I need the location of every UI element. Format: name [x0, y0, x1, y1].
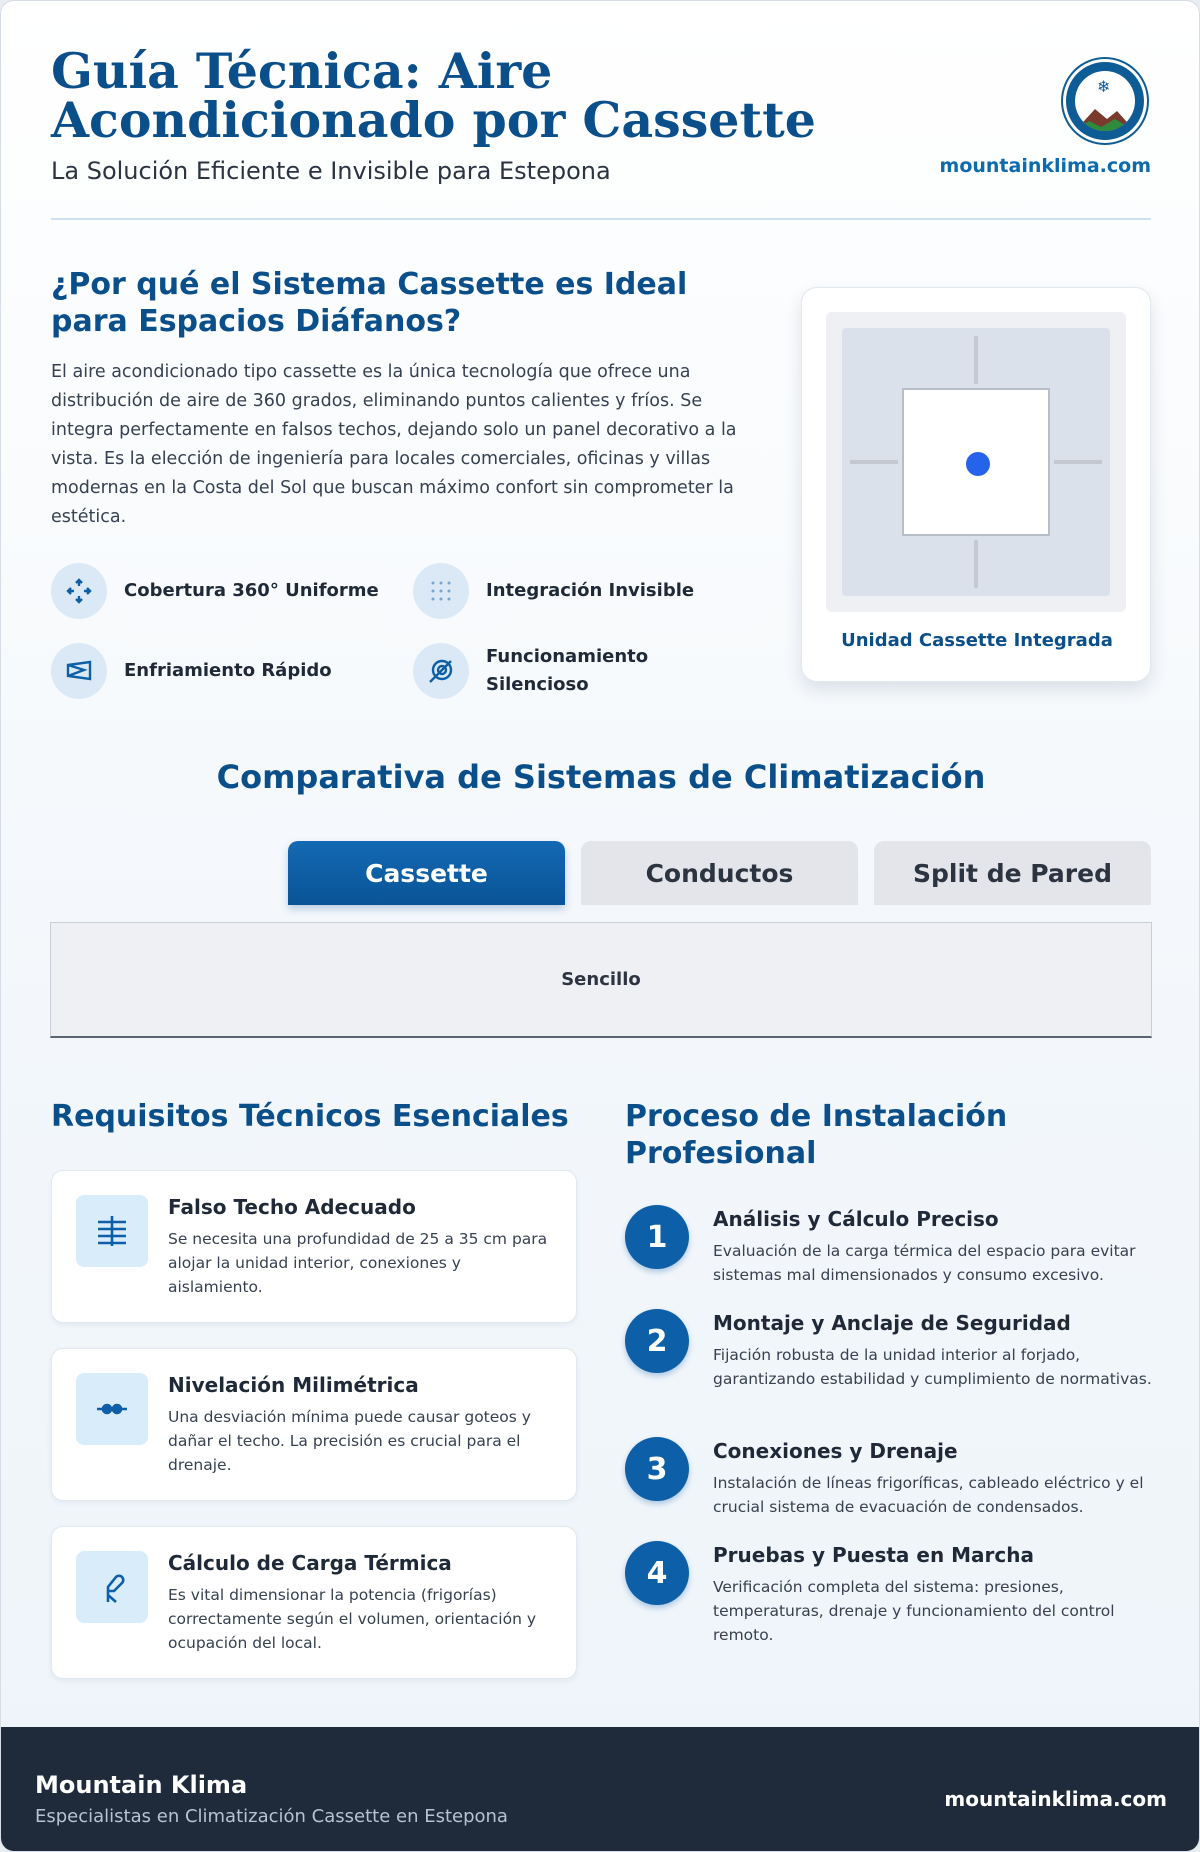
requirement-heading: Nivelación Milimétrica: [168, 1373, 419, 1397]
dot-grid-icon: [413, 563, 469, 619]
requirement-text: Se necesita una profundidad de 25 a 35 cm para alojar la unidad interior, conexiones y aislamiento.: [168, 1230, 548, 1296]
pencil-icon: [76, 1551, 148, 1623]
header: [51, 42, 1151, 219]
requirements-title: Requisitos Técnicos Esenciales: [51, 1099, 569, 1134]
flag-icon: [51, 643, 107, 699]
step-heading: Análisis y Cálculo Preciso: [713, 1207, 999, 1231]
requirement-card: [51, 1170, 577, 1323]
step-number-badge: 4: [625, 1541, 689, 1605]
process-step: [625, 1437, 1155, 1537]
feature-label: Integración Invisible: [486, 580, 695, 601]
header-divider: [51, 218, 1151, 220]
why-section: [51, 266, 761, 532]
step-text: Instalación de líneas frigoríficas, cableado eléctrico y el crucial sistema de evacuación de condensados.: [713, 1474, 1144, 1516]
why-paragraph: El aire acondicionado tipo cassette es la única tecnología que ofrece una distribución de aire de 360 grados, eliminando puntos calientes y fríos. Se integra perfectamente en falsos techos, dejando solo un panel decorativo a la vista. Es la elección de ingeniería para locales comerciales, oficinas y villas modernas en la Costa del Sol que buscan máximo confort sin comprometer la estética.: [51, 362, 737, 527]
process-step: [625, 1541, 1155, 1651]
cassette-illustration-card: [801, 287, 1151, 682]
process-title: Proceso de Instalación Profesional: [625, 1099, 1008, 1171]
footer-website-link[interactable]: mountainklima.com: [944, 1787, 1167, 1811]
comparison-title: Comparativa de Sistemas de Climatización: [216, 758, 986, 796]
ceiling-lines-icon: [76, 1195, 148, 1267]
step-number-badge: 1: [625, 1205, 689, 1269]
step-text: Evaluación de la carga térmica del espacio para evitar sistemas mal dimensionados y consumo excesivo.: [713, 1242, 1136, 1284]
feature-integration: [413, 563, 743, 619]
step-heading: Pruebas y Puesta en Marcha: [713, 1543, 1035, 1567]
footer-tagline: Especialistas en Climatización Cassette en Estepona: [35, 1806, 508, 1827]
comparison-value: Sencillo: [561, 969, 641, 990]
step-text: Fijación robusta de la unidad interior al forjado, garantizando estabilidad y cumplimiento de normativas.: [713, 1346, 1152, 1388]
requirement-text: Una desviación mínima puede causar goteos y dañar el techo. La precisión es crucial para el drenaje.: [168, 1408, 531, 1474]
target-arrows-icon: [51, 563, 107, 619]
feature-label: Cobertura 360° Uniforme: [124, 580, 379, 601]
cassette-indicator-dot: [966, 452, 990, 476]
feature-label: Enfriamiento Rápido: [124, 660, 332, 681]
feature-silent: [413, 643, 743, 699]
step-heading: Conexiones y Drenaje: [713, 1439, 958, 1463]
snowflake-icon: ❄: [1097, 77, 1111, 96]
page-title: Guía Técnica: Aire Acondicionado por Cassette: [51, 42, 816, 149]
requirement-text: Es vital dimensionar la potencia (frigorías) correctamente según el volumen, orientación y ocupación del local.: [168, 1586, 536, 1652]
level-icon: [76, 1373, 148, 1445]
requirement-card: [51, 1526, 577, 1679]
tab-split-de-pared[interactable]: Split de Pared: [874, 841, 1151, 905]
footer: [1, 1727, 1200, 1852]
cassette-grille: [902, 388, 1050, 536]
step-number-badge: 2: [625, 1309, 689, 1373]
tab-cassette[interactable]: Cassette: [288, 841, 565, 905]
requirement-heading: Falso Techo Adecuado: [168, 1195, 416, 1219]
step-text: Verificación completa del sistema: presiones, temperaturas, drenaje y funcionamiento del control remoto.: [713, 1578, 1115, 1644]
cassette-unit: [842, 328, 1110, 596]
comparison-panel: [50, 922, 1152, 1038]
process-step: [625, 1205, 1155, 1305]
page-subtitle: La Solución Eficiente e Invisible para Estepona: [51, 157, 611, 185]
mute-circle-icon: [413, 643, 469, 699]
why-heading: ¿Por qué el Sistema Cassette es Ideal para Espacios Diáfanos?: [51, 267, 688, 339]
step-number-badge: 3: [625, 1437, 689, 1501]
header-website-link[interactable]: mountainklima.com: [939, 155, 1151, 177]
tab-conductos[interactable]: Conductos: [581, 841, 858, 905]
footer-company-name: Mountain Klima: [35, 1771, 248, 1799]
cassette-caption: Unidad Cassette Integrada: [841, 630, 1113, 651]
mountain-icon: [1075, 101, 1135, 131]
feature-cooling: [51, 643, 381, 699]
requirement-heading: Cálculo de Carga Térmica: [168, 1551, 452, 1575]
requirement-card: [51, 1348, 577, 1501]
feature-label: Funcionamiento Silencioso: [486, 646, 649, 695]
feature-coverage: [51, 563, 381, 619]
process-step: [625, 1309, 1155, 1419]
step-heading: Montaje y Anclaje de Seguridad: [713, 1311, 1071, 1335]
brand-logo: [1063, 59, 1147, 143]
